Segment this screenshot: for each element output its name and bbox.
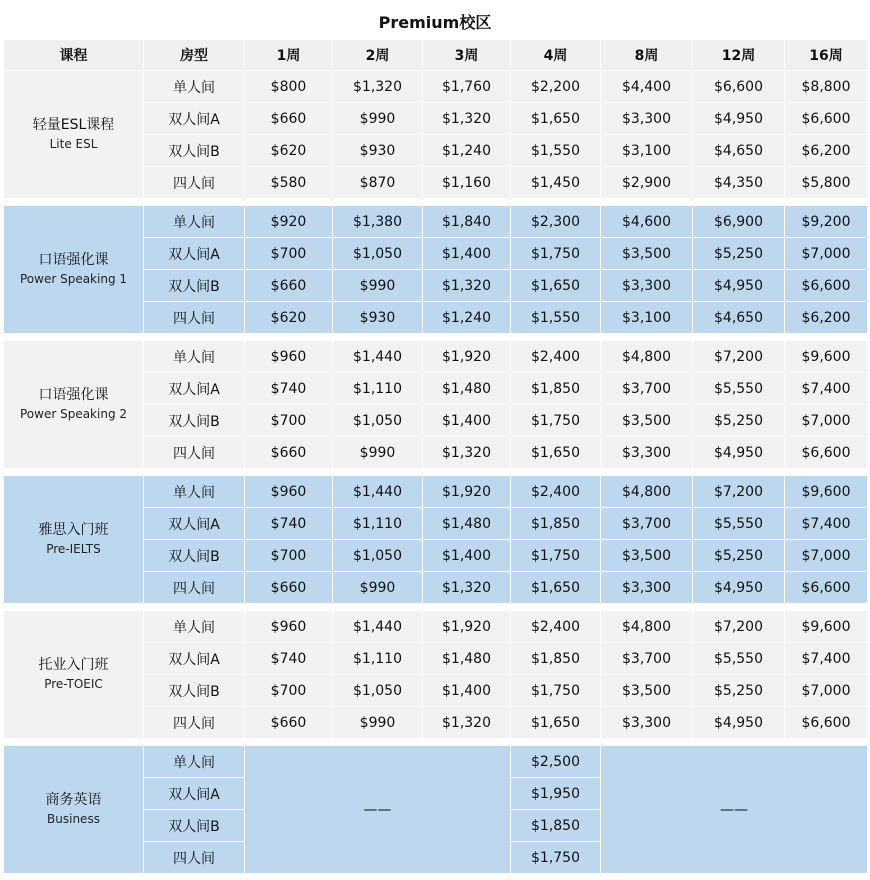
- price-cell: $1,480: [423, 643, 511, 675]
- spacer-cell: [4, 199, 868, 206]
- group-spacer: [4, 604, 868, 611]
- course-name-cn: 口语强化课: [38, 251, 109, 268]
- price-cell: $1,650: [511, 103, 601, 135]
- table-row: [4, 341, 868, 373]
- room-type-cell: 双人间A: [144, 238, 245, 270]
- price-cell: $1,750: [511, 405, 601, 437]
- price-cell: $1,650: [511, 707, 601, 739]
- price-cell: $3,300: [601, 270, 693, 302]
- room-type-cell: 双人间A: [144, 508, 245, 540]
- price-cell: $660: [245, 103, 333, 135]
- price-cell: $1,950: [511, 778, 601, 810]
- price-cell: $1,550: [511, 302, 601, 334]
- price-cell: $3,500: [601, 405, 693, 437]
- price-cell: $1,650: [511, 572, 601, 604]
- price-cell: $1,050: [333, 540, 423, 572]
- price-cell: $4,950: [693, 103, 785, 135]
- room-type-cell: 四人间: [144, 167, 245, 199]
- price-cell: $3,300: [601, 103, 693, 135]
- price-cell: $3,500: [601, 540, 693, 572]
- price-cell: $1,440: [333, 476, 423, 508]
- price-cell: $3,100: [601, 135, 693, 167]
- room-type-cell: 双人间A: [144, 778, 245, 810]
- price-cell: $4,800: [601, 476, 693, 508]
- room-type-cell: 单人间: [144, 746, 245, 778]
- price-cell: $1,480: [423, 373, 511, 405]
- price-cell: $7,000: [785, 405, 868, 437]
- room-type-cell: 双人间B: [144, 540, 245, 572]
- price-cell: $1,110: [333, 373, 423, 405]
- price-cell: $1,760: [423, 71, 511, 103]
- group-spacer: [4, 739, 868, 746]
- price-cell: $2,200: [511, 71, 601, 103]
- price-cell: $7,400: [785, 643, 868, 675]
- price-cell: $1,850: [511, 643, 601, 675]
- price-cell: $1,850: [511, 810, 601, 842]
- header-3w: 3周: [423, 40, 511, 71]
- price-cell: $2,500: [511, 746, 601, 778]
- group-spacer: [4, 469, 868, 476]
- price-cell: $620: [245, 302, 333, 334]
- price-cell: $9,600: [785, 476, 868, 508]
- price-cell: $1,240: [423, 135, 511, 167]
- price-cell: $9,600: [785, 611, 868, 643]
- price-cell: $4,350: [693, 167, 785, 199]
- price-cell: $1,550: [511, 135, 601, 167]
- spacer-cell: [4, 604, 868, 611]
- price-cell: $6,600: [693, 71, 785, 103]
- price-cell: $2,400: [511, 476, 601, 508]
- price-cell: $2,400: [511, 341, 601, 373]
- price-cell: $660: [245, 270, 333, 302]
- price-cell: $1,320: [423, 103, 511, 135]
- course-name-en: Lite ESL: [49, 136, 98, 151]
- price-cell: $1,050: [333, 675, 423, 707]
- course-name-en: Power Speaking 1: [19, 271, 128, 286]
- price-cell: $1,920: [423, 476, 511, 508]
- room-type-cell: 单人间: [144, 206, 245, 238]
- price-table-body: [4, 71, 868, 874]
- price-cell: $1,920: [423, 341, 511, 373]
- price-cell: $2,900: [601, 167, 693, 199]
- price-cell: $5,250: [693, 675, 785, 707]
- price-cell: $6,200: [785, 135, 868, 167]
- price-cell: $7,000: [785, 540, 868, 572]
- table-row: [4, 611, 868, 643]
- price-cell: $1,440: [333, 341, 423, 373]
- price-cell: $7,200: [693, 476, 785, 508]
- price-cell: $5,550: [693, 373, 785, 405]
- price-cell: $3,700: [601, 508, 693, 540]
- price-table: [4, 40, 868, 874]
- header-16w: 16周: [785, 40, 868, 71]
- price-cell: $1,400: [423, 675, 511, 707]
- header-row: [4, 40, 868, 71]
- room-type-cell: 四人间: [144, 572, 245, 604]
- header-12w: 12周: [693, 40, 785, 71]
- price-cell: $4,650: [693, 135, 785, 167]
- price-cell: $4,400: [601, 71, 693, 103]
- room-type-cell: 四人间: [144, 302, 245, 334]
- price-cell: $3,500: [601, 238, 693, 270]
- price-cell: $1,750: [511, 238, 601, 270]
- price-cell: $660: [245, 572, 333, 604]
- room-type-cell: 四人间: [144, 437, 245, 469]
- price-cell: $3,300: [601, 707, 693, 739]
- header-1w: 1周: [245, 40, 333, 71]
- room-type-cell: 双人间B: [144, 270, 245, 302]
- price-cell: $1,650: [511, 270, 601, 302]
- price-cell: $1,380: [333, 206, 423, 238]
- price-cell: $3,700: [601, 643, 693, 675]
- room-type-cell: 单人间: [144, 71, 245, 103]
- price-cell: $6,600: [785, 572, 868, 604]
- price-cell: $700: [245, 405, 333, 437]
- price-cell: $870: [333, 167, 423, 199]
- price-cell: $4,800: [601, 611, 693, 643]
- course-name-cn: 托业入门班: [38, 656, 109, 673]
- price-cell: $1,750: [511, 540, 601, 572]
- table-row: [4, 746, 868, 778]
- price-cell: $740: [245, 373, 333, 405]
- price-cell: $1,320: [423, 572, 511, 604]
- price-cell: $5,800: [785, 167, 868, 199]
- course-cell: [4, 476, 144, 604]
- price-cell: $1,050: [333, 405, 423, 437]
- price-cell: $930: [333, 302, 423, 334]
- price-cell: $990: [333, 437, 423, 469]
- course-name-en: Pre-TOEIC: [44, 676, 103, 691]
- price-cell: $990: [333, 572, 423, 604]
- price-cell: $9,600: [785, 341, 868, 373]
- price-cell: $2,300: [511, 206, 601, 238]
- price-cell: $3,300: [601, 437, 693, 469]
- price-cell: $4,950: [693, 572, 785, 604]
- price-cell: $700: [245, 540, 333, 572]
- price-cell: $1,920: [423, 611, 511, 643]
- course-name-cn: 轻量ESL课程: [32, 116, 115, 133]
- price-cell: $1,400: [423, 540, 511, 572]
- price-cell: $6,600: [785, 437, 868, 469]
- price-cell: $1,650: [511, 437, 601, 469]
- price-cell: $1,450: [511, 167, 601, 199]
- price-cell: $580: [245, 167, 333, 199]
- page-title: Premium校区: [378, 13, 492, 32]
- course-cell: [4, 746, 144, 874]
- spacer-cell: [4, 334, 868, 341]
- course-name-cn: 雅思入门班: [38, 521, 109, 538]
- price-cell: $6,600: [785, 707, 868, 739]
- price-cell: $4,800: [601, 341, 693, 373]
- price-cell: $1,750: [511, 842, 601, 874]
- price-cell: $1,320: [423, 437, 511, 469]
- price-cell: $920: [245, 206, 333, 238]
- price-cell: $1,400: [423, 405, 511, 437]
- price-cell: $5,250: [693, 540, 785, 572]
- room-type-cell: 四人间: [144, 707, 245, 739]
- price-cell: $6,900: [693, 206, 785, 238]
- price-cell: $1,320: [423, 270, 511, 302]
- table-row: [4, 71, 868, 103]
- table-row: [4, 476, 868, 508]
- price-cell: $1,750: [511, 675, 601, 707]
- price-cell: $3,100: [601, 302, 693, 334]
- price-cell: $700: [245, 238, 333, 270]
- price-cell: $4,650: [693, 302, 785, 334]
- price-cell: $1,240: [423, 302, 511, 334]
- room-type-cell: 双人间A: [144, 643, 245, 675]
- price-cell: $990: [333, 103, 423, 135]
- price-cell: $1,850: [511, 373, 601, 405]
- price-cell: $7,200: [693, 341, 785, 373]
- room-type-cell: 单人间: [144, 341, 245, 373]
- price-cell: $7,400: [785, 373, 868, 405]
- price-cell: $930: [333, 135, 423, 167]
- price-cell: $1,320: [333, 71, 423, 103]
- price-cell: $990: [333, 270, 423, 302]
- price-cell: $1,480: [423, 508, 511, 540]
- course-name-en: Business: [47, 811, 100, 826]
- price-cell: $7,200: [693, 611, 785, 643]
- room-type-cell: 单人间: [144, 611, 245, 643]
- price-cell: $990: [333, 707, 423, 739]
- price-cell: $1,160: [423, 167, 511, 199]
- price-cell: $740: [245, 643, 333, 675]
- price-cell: $6,200: [785, 302, 868, 334]
- room-type-cell: 双人间B: [144, 810, 245, 842]
- price-cell: $1,110: [333, 508, 423, 540]
- room-type-cell: 双人间B: [144, 405, 245, 437]
- price-cell: $660: [245, 437, 333, 469]
- price-cell: $960: [245, 611, 333, 643]
- price-cell: $4,950: [693, 437, 785, 469]
- room-type-cell: 双人间B: [144, 135, 245, 167]
- price-cell: $1,850: [511, 508, 601, 540]
- price-cell: $2,400: [511, 611, 601, 643]
- room-type-cell: 单人间: [144, 476, 245, 508]
- room-type-cell: 四人间: [144, 842, 245, 874]
- price-cell: $7,400: [785, 508, 868, 540]
- header-course: 课程: [4, 40, 144, 71]
- price-cell: $7,000: [785, 675, 868, 707]
- course-cell: [4, 71, 144, 199]
- course-name-cn: 口语强化课: [38, 386, 109, 403]
- room-type-cell: 双人间A: [144, 373, 245, 405]
- price-cell: $3,300: [601, 572, 693, 604]
- price-cell: $3,700: [601, 373, 693, 405]
- price-cell: $660: [245, 707, 333, 739]
- course-name-en: Power Speaking 2: [19, 406, 128, 421]
- header-room: 房型: [144, 40, 245, 71]
- price-cell: $960: [245, 476, 333, 508]
- price-cell: $800: [245, 71, 333, 103]
- header-4w: 4周: [511, 40, 601, 71]
- course-cell: [4, 206, 144, 334]
- room-type-cell: 双人间A: [144, 103, 245, 135]
- price-cell: $960: [245, 341, 333, 373]
- price-cell: $5,550: [693, 643, 785, 675]
- price-cell: $5,550: [693, 508, 785, 540]
- price-cell: $7,000: [785, 238, 868, 270]
- price-cell: $6,600: [785, 103, 868, 135]
- price-cell: $5,250: [693, 405, 785, 437]
- price-cell: $4,950: [693, 707, 785, 739]
- room-type-cell: 双人间B: [144, 675, 245, 707]
- table-row: [4, 206, 868, 238]
- price-cell: $1,050: [333, 238, 423, 270]
- price-cell: $4,600: [601, 206, 693, 238]
- price-cell: $5,250: [693, 238, 785, 270]
- price-cell: $4,950: [693, 270, 785, 302]
- price-cell: $1,110: [333, 643, 423, 675]
- price-cell: $620: [245, 135, 333, 167]
- spacer-cell: [4, 739, 868, 746]
- course-cell: [4, 341, 144, 469]
- header-8w: 8周: [601, 40, 693, 71]
- group-spacer: [4, 199, 868, 206]
- course-name-cn: 商务英语: [45, 791, 102, 808]
- price-cell: $1,440: [333, 611, 423, 643]
- price-cell: $700: [245, 675, 333, 707]
- header-2w: 2周: [333, 40, 423, 71]
- price-cell: $8,800: [785, 71, 868, 103]
- not-available-dash: ——: [245, 746, 511, 874]
- not-available-dash: ——: [601, 746, 868, 874]
- price-cell: $1,320: [423, 707, 511, 739]
- price-cell: $1,840: [423, 206, 511, 238]
- price-cell: $3,500: [601, 675, 693, 707]
- price-cell: $740: [245, 508, 333, 540]
- price-cell: $1,400: [423, 238, 511, 270]
- price-cell: $6,600: [785, 270, 868, 302]
- spacer-cell: [4, 469, 868, 476]
- course-name-en: Pre-IELTS: [46, 541, 101, 556]
- group-spacer: [4, 334, 868, 341]
- price-cell: $9,200: [785, 206, 868, 238]
- course-cell: [4, 611, 144, 739]
